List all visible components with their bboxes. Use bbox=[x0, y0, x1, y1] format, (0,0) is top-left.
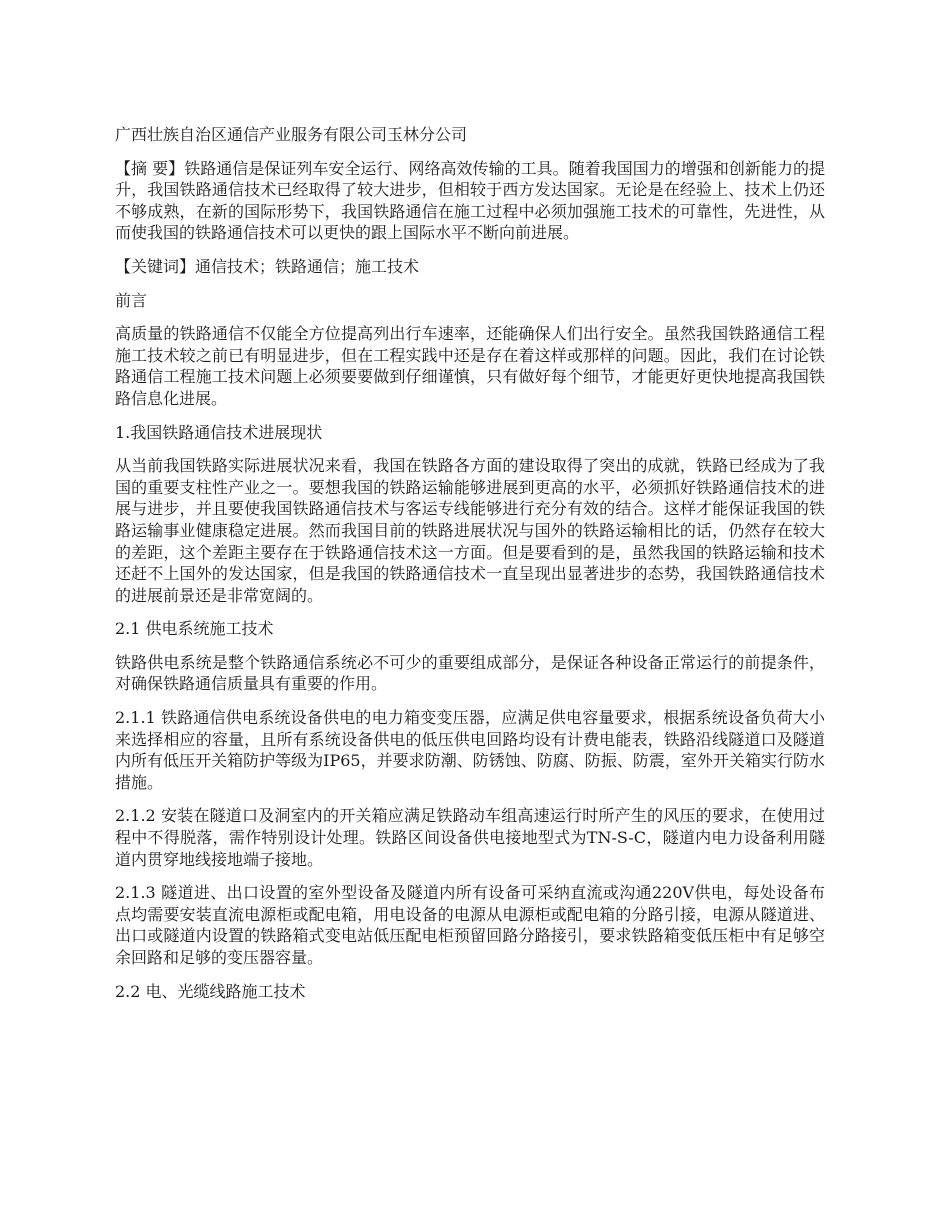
abstract-paragraph: 【摘 要】铁路通信是保证列车安全运行、网络高效传输的工具。随着我国国力的增强和创新能力的提升，我国铁路通信技术已经取得了较大进步，但相较于西方发达国家。无论是在经验上、技术上仍还不够成熟，在新的国际形势下，我国铁路通信在施工过程中必须加强施工技术的可靠性，先进性，从而使我国的铁路通信技术可以更快的跟上国际水平不断向前进展。 bbox=[115, 158, 825, 243]
section-2-1-paragraph: 铁路供电系统是整个铁路通信系统必不可少的重要组成部分，是保证各种设备正常运行的前提条件，对确保铁路通信质量具有重要的作用。 bbox=[115, 652, 825, 694]
item-2-1-3-paragraph: 2.1.3 隧道进、出口设置的室外型设备及隧道内所有设备可采纳直流或沟通220V供电，每处设备布点均需要安装直流电源柜或配电箱，用电设备的电源从电源柜或配电箱的分路引接，电源从隧道进、出口或隧道内设置的铁路箱式变电站低压配电柜预留回路分路接引，要求铁路箱变低压柜中有足够空余回路和足够的变压器容量。 bbox=[115, 883, 825, 967]
section-1-paragraph: 从当前我国铁路实际进展状况来看，我国在铁路各方面的建设取得了突出的成就，铁路已经成为了我国的重要支柱性产业之一。要想我国的铁路运输能够进展到更高的水平，必须抓好铁路通信技术的进展与进步，并且要使我国铁路通信技术与客运专线能够进行充分有效的结合。这样才能保证我国的铁路运输事业健康稳定进展。然而我国目前的铁路进展状况与国外的铁路运输相比的话，仍然存在较大的差距，这个差距主要存在于铁路通信技术这一方面。但是要看到的是，虽然我国的铁路运输和技术还赶不上国外的发达国家，但是我国的铁路通信技术一直呈现出显著进步的态势，我国铁路通信技术的进展前景还是非常宽阔的。 bbox=[115, 456, 825, 605]
item-2-1-1-paragraph: 2.1.1 铁路通信供电系统设备供电的电力箱变变压器，应满足供电容量要求，根据系统设备负荷大小来选择相应的容量，且所有系统设备供电的低压供电回路均设有计费电能表，铁路沿线隧道口及隧道内所有低压开关箱防护等级为IP65，并要求防潮、防锈蚀、防腐、防振、防震，室外开关箱实行防水措施。 bbox=[115, 708, 825, 792]
section-1-heading: 1.我国铁路通信技术进展现状 bbox=[115, 422, 323, 442]
author-line: 广西壮族自治区通信产业服务有限公司玉林分公司 bbox=[115, 125, 468, 144]
item-2-1-2-paragraph: 2.1.2 安装在隧道口及洞室内的开关箱应满足铁路动车组高速运行时所产生的风压的要求，在使用过程中不得脱落，需作特别设计处理。铁路区间设备供电接地型式为TN-S-C，隧道内电力设备利用隧道内贯穿地线接地端子接地。 bbox=[115, 806, 825, 869]
preface-paragraph: 高质量的铁路通信不仅能全方位提高列出行车速率，还能确保人们出行安全。虽然我国铁路通信工程施工技术较之前已有明显进步，但在工程实践中还是存在着这样或那样的问题。因此，我们在讨论铁路通信工程施工技术问题上必须要要做到仔细谨慎，只有做好每个细节，才能更好更快地提高我国铁路信息化进展。 bbox=[115, 324, 825, 408]
preface-heading: 前言 bbox=[115, 290, 148, 310]
keywords-line: 【关键词】通信技术；铁路通信；施工技术 bbox=[115, 256, 420, 276]
section-2-1-heading: 2.1 供电系统施工技术 bbox=[115, 619, 274, 639]
section-2-2-heading: 2.2 电、光缆线路施工技术 bbox=[115, 981, 306, 1001]
document-page bbox=[115, 124, 825, 1014]
